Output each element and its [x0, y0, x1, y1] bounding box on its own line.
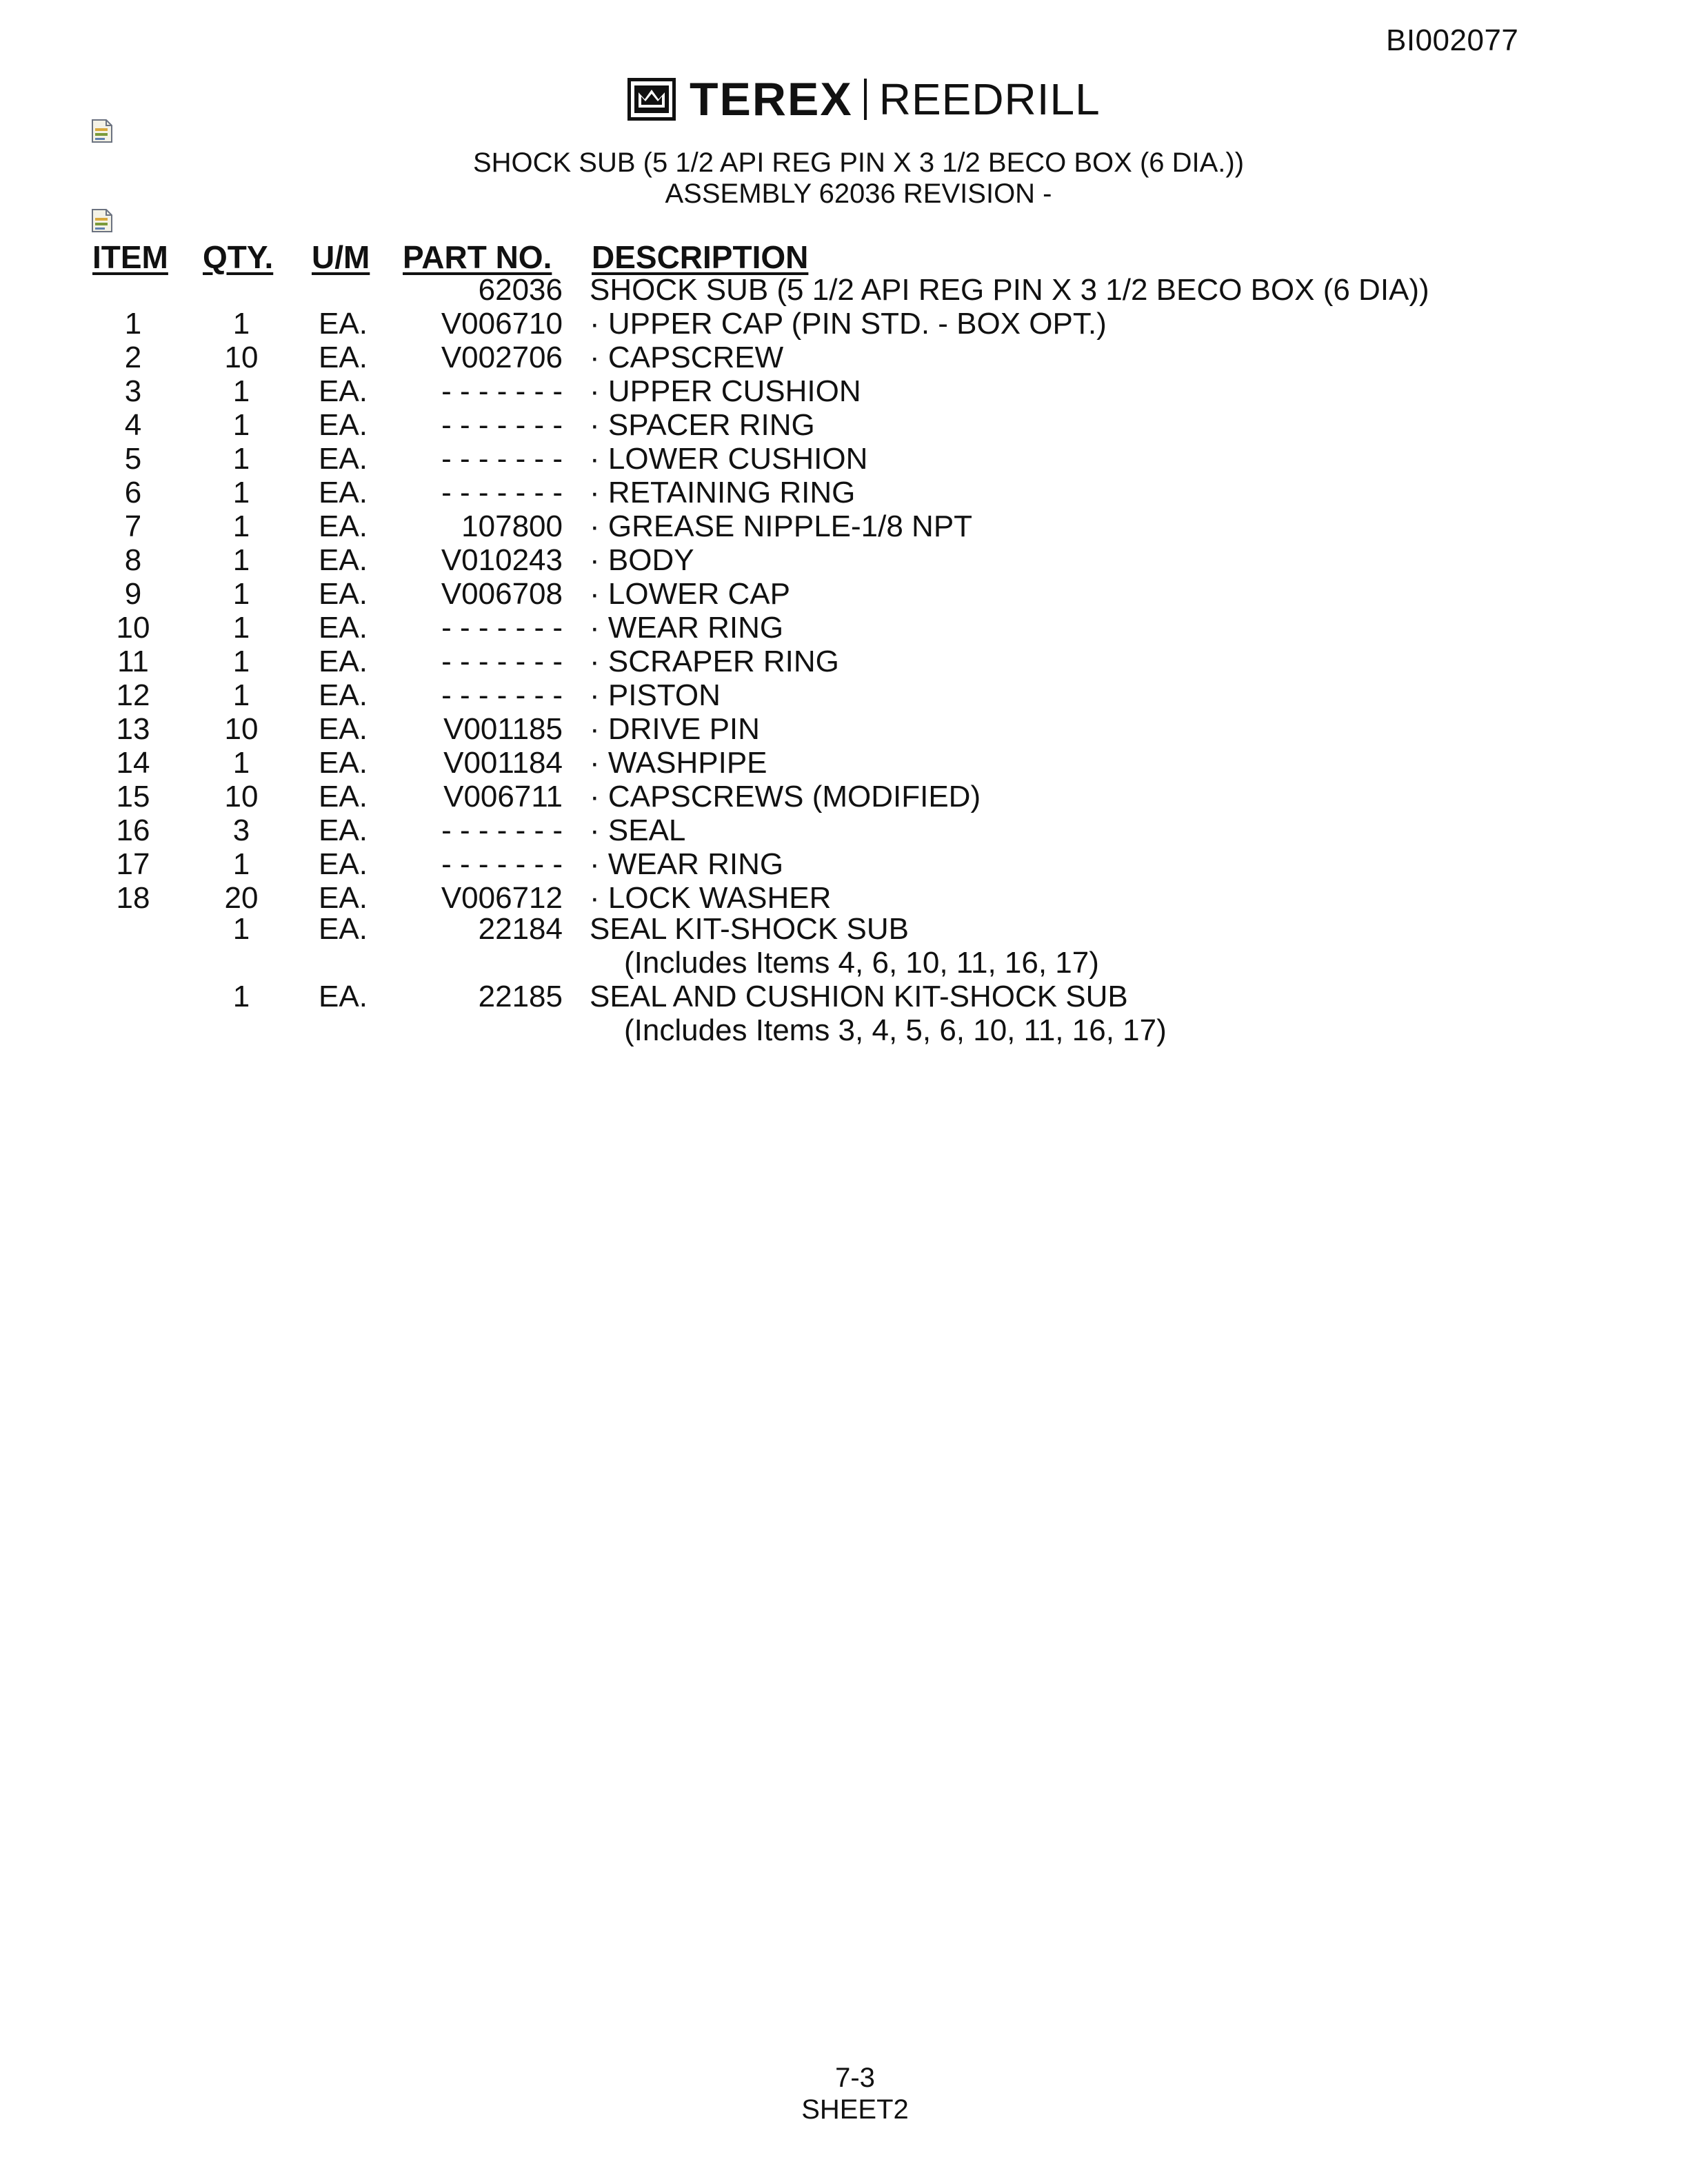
- unit-of-measure: EA.: [319, 307, 368, 341]
- description: · CAPSCREWS (MODIFIED): [590, 780, 981, 813]
- description: · UPPER CUSHION: [590, 374, 861, 408]
- terex-reedrill-logo: [627, 74, 1101, 124]
- description: · WEAR RING: [590, 611, 784, 645]
- description: · DRIVE PIN: [590, 712, 760, 746]
- unit-of-measure: EA.: [319, 881, 368, 915]
- table-row: [0, 847, 1688, 881]
- unit-of-measure: EA.: [319, 912, 368, 946]
- table-row: [0, 374, 1688, 408]
- item-number: 11: [117, 645, 149, 678]
- description: · SCRAPER RING: [590, 645, 839, 678]
- description: · GREASE NIPPLE-1/8 NPT: [590, 509, 973, 543]
- item-number: 4: [124, 408, 142, 442]
- quantity: 1: [232, 408, 250, 442]
- quantity: 1: [232, 912, 250, 946]
- part-number: - - - - - - -: [441, 611, 563, 645]
- part-number: 62036: [478, 273, 563, 307]
- part-number: - - - - - - -: [441, 645, 563, 678]
- table-row: [0, 509, 1688, 543]
- quantity: 20: [224, 881, 259, 915]
- logo-brand: TEREX: [690, 73, 853, 125]
- column-header-description: DESCRIPTION: [592, 239, 809, 275]
- part-number: V006712: [441, 881, 563, 915]
- quantity: 1: [232, 847, 250, 881]
- part-number: V001184: [443, 746, 563, 780]
- attachment-note-icon[interactable]: [91, 119, 113, 143]
- unit-of-measure: EA.: [319, 746, 368, 780]
- unit-of-measure: EA.: [319, 678, 368, 712]
- description: SEAL AND CUSHION KIT-SHOCK SUB: [590, 980, 1128, 1013]
- column-header-item: ITEM: [92, 239, 168, 275]
- description: · LOWER CAP: [590, 577, 790, 611]
- unit-of-measure: EA.: [319, 543, 368, 577]
- quantity: 1: [232, 307, 250, 341]
- unit-of-measure: EA.: [319, 847, 368, 881]
- column-header-part-no: PART NO.: [403, 239, 552, 275]
- description: · SEAL: [590, 813, 686, 847]
- table-row: [0, 712, 1688, 746]
- description: · BODY: [590, 543, 694, 577]
- unit-of-measure: EA.: [319, 408, 368, 442]
- description: · CAPSCREW: [590, 341, 784, 374]
- description: SHOCK SUB (5 1/2 API REG PIN X 3 1/2 BECO BOX (6 DIA)): [590, 273, 1429, 307]
- quantity: 1: [232, 543, 250, 577]
- part-number: - - - - - - -: [441, 442, 563, 476]
- unit-of-measure: EA.: [319, 577, 368, 611]
- unit-of-measure: EA.: [319, 476, 368, 509]
- quantity: 1: [232, 678, 250, 712]
- unit-of-measure: EA.: [319, 712, 368, 746]
- item-number: 17: [116, 847, 150, 881]
- part-number: V001185: [443, 712, 563, 746]
- quantity: 1: [232, 980, 250, 1013]
- table-row: [0, 678, 1688, 712]
- quantity: 1: [232, 611, 250, 645]
- column-header-um: U/M: [312, 239, 370, 275]
- kit-row: [0, 912, 1688, 946]
- description: · RETAINING RING: [590, 476, 856, 509]
- quantity: 3: [232, 813, 250, 847]
- unit-of-measure: EA.: [319, 645, 368, 678]
- item-number: 15: [116, 780, 150, 813]
- item-number: 16: [116, 813, 150, 847]
- description: · LOCK WASHER: [590, 881, 832, 915]
- sheet-label: SHEET2: [801, 2094, 909, 2125]
- item-number: 13: [116, 712, 150, 746]
- part-number: 22185: [478, 980, 563, 1013]
- table-row: [0, 611, 1688, 645]
- table-row: [0, 442, 1688, 476]
- item-number: 10: [116, 611, 150, 645]
- table-row: [0, 341, 1688, 374]
- column-header-qty: QTY.: [203, 239, 274, 275]
- unit-of-measure: EA.: [319, 780, 368, 813]
- kit-row: [0, 980, 1688, 1013]
- assembly-row: [0, 273, 1688, 307]
- item-number: 7: [124, 509, 142, 543]
- part-number: V006710: [441, 307, 563, 341]
- terex-crown-icon: [627, 78, 676, 121]
- part-number: 107800: [461, 509, 563, 543]
- unit-of-measure: EA.: [319, 442, 368, 476]
- part-number: - - - - - - -: [441, 847, 563, 881]
- quantity: 10: [224, 780, 259, 813]
- logo-divider: [864, 79, 867, 120]
- description: · WEAR RING: [590, 847, 784, 881]
- unit-of-measure: EA.: [319, 509, 368, 543]
- description: · UPPER CAP (PIN STD. - BOX OPT.): [590, 307, 1107, 341]
- item-number: 14: [116, 746, 150, 780]
- table-row: [0, 746, 1688, 780]
- unit-of-measure: EA.: [319, 341, 368, 374]
- part-number: V010243: [441, 543, 563, 577]
- table-row: [0, 577, 1688, 611]
- assembly-subtitle: ASSEMBLY 62036 REVISION -: [665, 179, 1052, 209]
- item-number: 1: [124, 307, 142, 341]
- table-row: [0, 813, 1688, 847]
- part-number: - - - - - - -: [441, 813, 563, 847]
- table-row: [0, 881, 1688, 915]
- description: · SPACER RING: [590, 408, 815, 442]
- quantity: 1: [232, 645, 250, 678]
- description: · WASHPIPE: [590, 746, 767, 780]
- table-row: [0, 476, 1688, 509]
- item-number: 6: [124, 476, 142, 509]
- table-row: [0, 780, 1688, 813]
- quantity: 1: [232, 509, 250, 543]
- table-row: [0, 645, 1688, 678]
- item-number: 8: [124, 543, 142, 577]
- unit-of-measure: EA.: [319, 374, 368, 408]
- kit-includes-note: (Includes Items 4, 6, 10, 11, 16, 17): [624, 946, 1099, 980]
- page-number: 7-3: [835, 2063, 875, 2093]
- quantity: 1: [232, 476, 250, 509]
- item-number: 5: [124, 442, 142, 476]
- quantity: 1: [232, 374, 250, 408]
- part-number: - - - - - - -: [441, 476, 563, 509]
- part-number: - - - - - - -: [441, 408, 563, 442]
- attachment-note-icon[interactable]: [91, 208, 113, 233]
- table-row: [0, 307, 1688, 341]
- part-number: V002706: [441, 341, 563, 374]
- table-row: [0, 543, 1688, 577]
- logo-product: REEDRILL: [878, 74, 1101, 124]
- part-number: V006708: [441, 577, 563, 611]
- item-number: 9: [124, 577, 142, 611]
- description: · LOWER CUSHION: [590, 442, 868, 476]
- item-number: 12: [116, 678, 150, 712]
- table-row: [0, 408, 1688, 442]
- unit-of-measure: EA.: [319, 813, 368, 847]
- unit-of-measure: EA.: [319, 611, 368, 645]
- part-number: V006711: [443, 780, 563, 813]
- document-title: SHOCK SUB (5 1/2 API REG PIN X 3 1/2 BECO BOX (6 DIA.)): [472, 148, 1245, 178]
- item-number: 3: [124, 374, 142, 408]
- quantity: 1: [232, 442, 250, 476]
- part-number: 22184: [478, 912, 563, 946]
- part-number: - - - - - - -: [441, 678, 563, 712]
- quantity: 1: [232, 577, 250, 611]
- unit-of-measure: EA.: [319, 980, 368, 1013]
- kit-includes-note: (Includes Items 3, 4, 5, 6, 10, 11, 16, 17): [624, 1013, 1167, 1047]
- description: · PISTON: [590, 678, 721, 712]
- document-id: BI002077: [1386, 23, 1519, 57]
- part-number: - - - - - - -: [441, 374, 563, 408]
- item-number: 18: [116, 881, 150, 915]
- quantity: 1: [232, 746, 250, 780]
- description: SEAL KIT-SHOCK SUB: [590, 912, 909, 946]
- quantity: 10: [224, 712, 259, 746]
- item-number: 2: [124, 341, 142, 374]
- quantity: 10: [224, 341, 259, 374]
